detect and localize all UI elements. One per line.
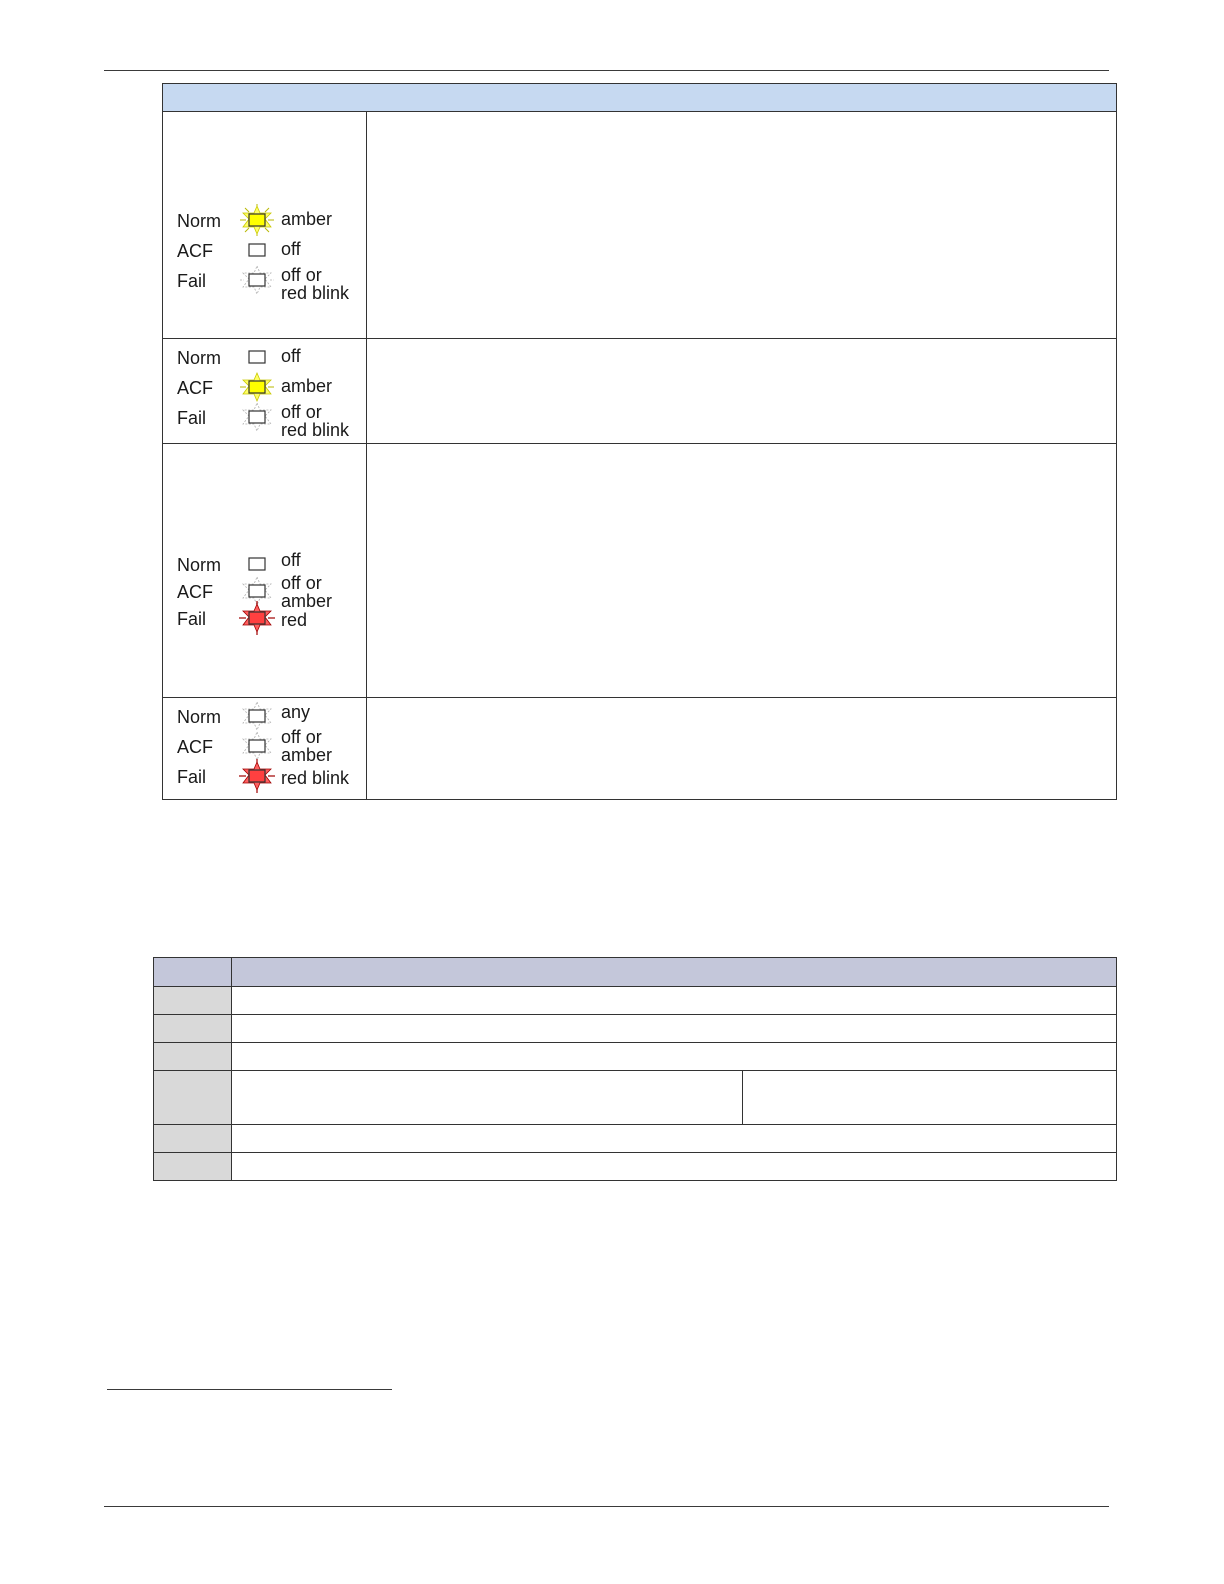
table-row [154,1015,1116,1043]
state-fail [177,265,357,303]
state-value: amber [281,376,333,396]
led-row [163,339,1116,444]
ref-value-cell [232,1015,1116,1042]
table-row [154,1125,1116,1153]
state-label: ACF [177,378,213,398]
state-label: Fail [177,408,207,428]
led-indicator-cell [163,698,367,799]
table-row [154,1153,1116,1180]
led-indicator-cell [163,112,367,338]
table-row [154,1043,1116,1071]
led-indicator-cell [163,339,367,443]
state-value: off or red blink [281,265,350,303]
state-acf [177,727,357,765]
led-status-table [162,83,1117,800]
state-value: off or amber [281,727,333,765]
state-acf [177,240,357,264]
state-value: off [281,550,301,570]
led-table-header [163,84,1116,112]
red-led-on-icon [239,758,275,794]
table-row [154,1071,1116,1125]
state-label: ACF [177,582,213,602]
ref-column-divider [742,1071,743,1124]
led-row [163,698,1116,799]
state-label: Norm [177,211,221,231]
ref-key-cell [154,1071,232,1124]
led-description-cell [367,444,1116,697]
red-led-on-icon [239,600,275,636]
ref-value-cell [232,987,1116,1014]
state-label: ACF [177,737,213,757]
ref-value-cell [232,1043,1116,1070]
state-norm [177,347,357,371]
led-row [163,444,1116,698]
state-value: off [281,346,301,366]
state-label: Fail [177,271,207,291]
state-fail [177,608,357,632]
state-fail [177,766,357,790]
led-description-cell [367,339,1116,443]
table-row [154,987,1116,1015]
ref-key-cell [154,1125,232,1152]
ref-table-header [154,958,1116,987]
footnote-rule [107,1389,392,1390]
state-label: Norm [177,707,221,727]
state-label: Norm [177,555,221,575]
state-value: red blink [281,768,350,788]
ref-header-key [154,958,232,986]
header-rule [104,70,1109,71]
led-description-cell [367,698,1116,799]
led-blink-icon [239,262,275,298]
ref-value-cell [232,1153,1116,1180]
ref-key-cell [154,1153,232,1180]
reference-table [153,957,1117,1181]
led-row [163,112,1116,339]
ref-header-value [232,958,1116,986]
state-acf [177,377,357,401]
state-value: off or red blink [281,402,350,440]
ref-key-cell [154,1015,232,1042]
state-label: Fail [177,609,207,629]
led-indicator-cell [163,444,367,697]
ref-key-cell [154,1043,232,1070]
state-label: ACF [177,241,213,261]
state-norm [177,210,357,234]
ref-value-cell [232,1125,1116,1152]
ref-key-cell [154,987,232,1014]
state-value: red [281,610,308,630]
state-value: off [281,239,301,259]
state-norm [177,702,357,730]
footer-rule [104,1506,1109,1507]
led-blink-icon [239,399,275,435]
state-fail [177,402,357,440]
led-description-cell [367,112,1116,338]
state-value: any [281,702,311,722]
state-label: Norm [177,348,221,368]
state-value: off or amber [281,573,333,611]
ref-value-cell [232,1071,1116,1124]
state-value: amber [281,209,333,229]
state-label: Fail [177,767,207,787]
